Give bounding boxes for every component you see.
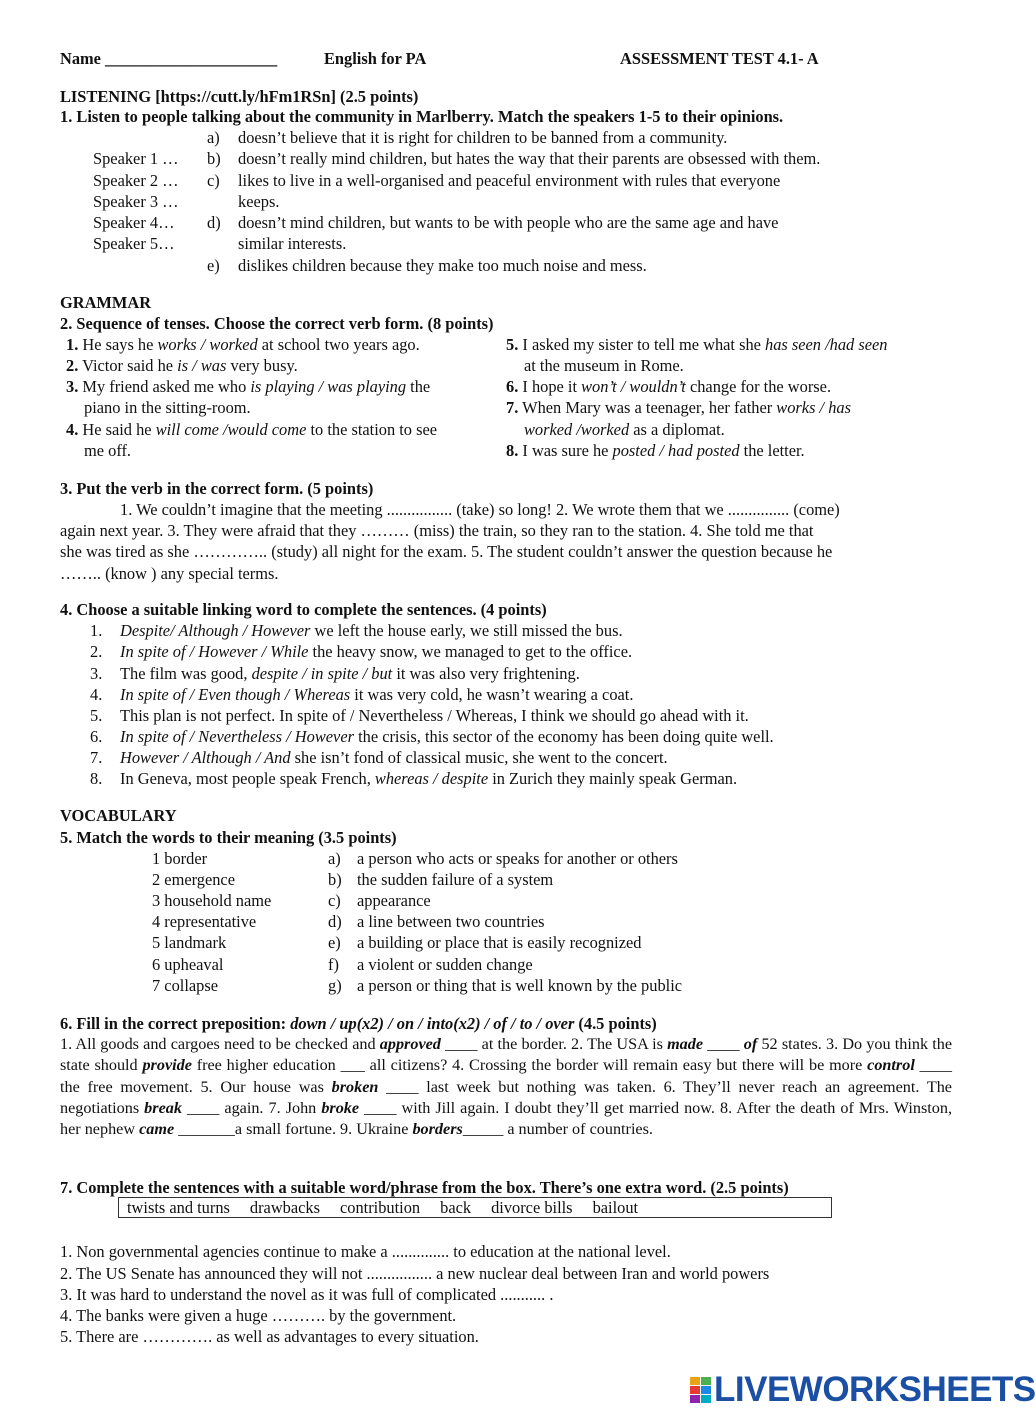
box-word: twists and turns — [127, 1198, 230, 1217]
linking-item — [120, 664, 580, 684]
speaker-label: Speaker 1 … — [93, 149, 179, 168]
vocab-word: 5 landmark — [152, 933, 227, 952]
sentence-part: as a diplomat. — [629, 420, 725, 439]
sentence-part: I hope it — [518, 377, 582, 396]
linking-options: In spite of / Even though / Whereas — [120, 685, 351, 704]
keyword: of — [743, 1035, 758, 1053]
text-part: ____ again. 7. John — [181, 1098, 322, 1117]
verb-options: posted / had posted — [612, 441, 740, 460]
sentence-part: My friend asked me who — [78, 377, 251, 396]
linking-item — [120, 642, 632, 662]
box-word: back — [440, 1198, 472, 1217]
text-part: ____ — [703, 1035, 744, 1053]
meaning-text: a building or place that is easily recognized — [357, 933, 642, 952]
task1-instruction: 1. Listen to people talking about the community in Marlberry. Match the speakers 1-5 to their opinions. — [60, 107, 784, 126]
linking-item-number: 5. — [90, 706, 103, 725]
opinion-text: doesn’t believe that it is right for children to be banned from a community. — [238, 128, 728, 147]
keyword: borders — [412, 1120, 463, 1139]
tense-item — [506, 335, 887, 355]
task3-line: 1. We couldn’t imagine that the meeting ................ (take) so long! 2. We wrote them that we ............... (come) — [120, 500, 840, 519]
meaning-text: a person who acts or speaks for another or others — [357, 849, 678, 868]
sentence-part: in Zurich they mainly speak German. — [488, 769, 738, 788]
task3-line: …….. (know ) any special terms. — [60, 564, 279, 583]
item-number: 3. — [66, 377, 79, 396]
linking-options: In spite of / However / While — [120, 642, 309, 661]
text-part: ____ the free movement. 5. Our house was — [60, 1056, 952, 1096]
sentence-continuation — [524, 420, 725, 440]
task3-line: again next year. 3. They were afraid that they ……… (miss) the train, so they ran to the station. 4. She told me that — [60, 521, 814, 540]
sentence-part: This plan is not perfect. In spite of / Nevertheless / Whereas, I think we should go ahead with it. — [120, 706, 749, 725]
verb-options: worked /worked — [524, 420, 630, 439]
text-part: ____ at the border. 2. The USA is — [440, 1035, 668, 1053]
verb-options: is playing / was playing — [250, 377, 407, 396]
item-number: 1. — [66, 335, 79, 354]
keyword: broke — [321, 1098, 360, 1117]
course-title: English for PA — [324, 49, 427, 68]
opinion-text: keeps. — [238, 192, 280, 211]
sentence-part: When Mary was a teenager, her father — [518, 398, 777, 417]
linking-options: despite / in spite / but — [251, 664, 393, 683]
opinion-text: dislikes children because they make too much noise and mess. — [238, 256, 647, 275]
listening-heading: LISTENING [https://cutt.ly/hFm1RSn] (2.5 points) — [60, 87, 419, 106]
task7-sentence: 5. There are …………. as well as advantages to every situation. — [60, 1327, 479, 1346]
keyword: provide — [142, 1056, 192, 1075]
tense-item — [506, 441, 805, 461]
vocab-word: 3 household name — [152, 891, 272, 910]
task7-sentence: 4. The banks were given a huge ………. by the government. — [60, 1306, 457, 1325]
linking-options: However / Although / And — [120, 748, 291, 767]
text-part: free higher education ___ all citizens? 4. Crossing the border will remain easy but there will be more — [191, 1056, 868, 1075]
sentence-part: the crisis, this sector of the economy has been doing quite well. — [353, 727, 774, 746]
sentence-part: at school two years ago. — [257, 335, 420, 354]
task4-instruction: 4. Choose a suitable linking word to complete the sentences. (4 points) — [60, 600, 547, 619]
text-part: ____ with Jill again. I doubt they’ll get married now. 8. After the death of Mrs. Winston, her nephew — [60, 1098, 952, 1139]
keyword: approved — [379, 1035, 441, 1053]
keyword: control — [867, 1056, 915, 1075]
task2-instruction: 2. Sequence of tenses. Choose the correct verb form. (8 points) — [60, 314, 494, 333]
vocab-word: 6 upheaval — [152, 955, 224, 974]
text-part: ____ last week but nothing was taken. 6. They’ll never reach an agreement. The negotiations — [60, 1077, 952, 1117]
text-part: 1. All goods and cargoes need to be checked and — [60, 1035, 380, 1053]
linking-options: In spite of / Nevertheless / However — [120, 727, 354, 746]
linking-options: whereas / despite — [374, 769, 489, 788]
opinion-letter: d) — [207, 213, 221, 232]
instruction-part: 6. Fill in the correct preposition: — [60, 1014, 291, 1033]
sentence-part: The film was good, — [120, 664, 252, 683]
task3-line: she was tired as she ………….. (study) all night for the exam. 5. The student couldn’t answer the question because he — [60, 542, 833, 561]
word-box — [118, 1197, 832, 1218]
tense-item — [66, 420, 437, 440]
speaker-label: Speaker 5… — [93, 234, 175, 253]
item-number: 6. — [506, 377, 519, 396]
opinion-letter: a) — [207, 128, 220, 147]
sentence-part: she isn’t fond of classical music, she went to the concert. — [290, 748, 668, 767]
speaker-label: Speaker 4… — [93, 213, 175, 232]
opinion-letter: e) — [207, 256, 220, 275]
verb-options: will come /would come — [155, 420, 307, 439]
item-number: 2. — [66, 356, 79, 375]
task3-instruction: 3. Put the verb in the correct form. (5 points) — [60, 479, 374, 498]
linking-options: Despite/ Although / However — [120, 621, 311, 640]
linking-item-number: 6. — [90, 727, 103, 746]
linking-item-number: 4. — [90, 685, 103, 704]
test-title: ASSESSMENT TEST 4.1- A — [620, 49, 819, 68]
meaning-letter: e) — [328, 933, 341, 952]
sentence-part: I asked my sister to tell me what she — [518, 335, 766, 354]
linking-item — [120, 621, 623, 641]
opinion-text: likes to live in a well-organised and peaceful environment with rules that everyone — [238, 171, 781, 190]
box-word: drawbacks — [249, 1198, 320, 1217]
task7-sentence: 2. The US Senate has announced they will not ................ a new nuclear deal between Iran and world powers — [60, 1264, 770, 1283]
box-word: contribution — [340, 1198, 421, 1217]
sentence-part: to the station to see — [306, 420, 438, 439]
tense-item — [66, 356, 298, 376]
item-number: 8. — [506, 441, 519, 460]
linking-item — [120, 685, 633, 705]
tense-item — [506, 377, 831, 397]
tense-item — [506, 398, 851, 418]
liveworksheets-logo-icon — [690, 1377, 712, 1403]
linking-item-number: 3. — [90, 664, 103, 683]
linking-item — [120, 706, 749, 726]
speaker-label: Speaker 3 … — [93, 192, 179, 211]
linking-item-number: 2. — [90, 642, 103, 661]
opinion-text: doesn’t really mind children, but hates the way that their parents are obsessed with them. — [238, 149, 821, 168]
vocab-word: 4 representative — [152, 912, 257, 931]
vocab-word: 7 collapse — [152, 976, 218, 995]
keyword: break — [144, 1098, 182, 1117]
linking-item-number: 8. — [90, 769, 103, 788]
vocab-word: 2 emergence — [152, 870, 235, 889]
tense-item — [66, 377, 430, 397]
text-part: 52 states. 3. Do you think the state should — [60, 1035, 953, 1075]
box-word: bailout — [592, 1198, 639, 1217]
text-part: _______a small fortune. 9. Ukraine — [174, 1120, 413, 1139]
sentence-part: we left the house early, we still missed the bus. — [310, 621, 623, 640]
meaning-text: a violent or sudden change — [357, 955, 533, 974]
meaning-letter: a) — [328, 849, 341, 868]
meaning-text: appearance — [357, 891, 431, 910]
item-number: 7. — [506, 398, 519, 417]
sentence-part: In Geneva, most people speak French, — [120, 769, 375, 788]
sentence-part: He said he — [78, 420, 156, 439]
task7-instruction: 7. Complete the sentences with a suitable word/phrase from the box. There’s one extra word. (2.5 points) — [60, 1178, 789, 1197]
task6-instruction — [60, 1014, 657, 1034]
sentence-part: Victor said he — [78, 356, 178, 375]
sentence-continuation: at the museum in Rome. — [524, 356, 684, 375]
meaning-text: a line between two countries — [357, 912, 545, 931]
item-number: 5. — [506, 335, 519, 354]
task7-sentence: 1. Non governmental agencies continue to make a .............. to education at the national level. — [60, 1242, 671, 1261]
sentence-part: it was very cold, he wasn’t wearing a coat. — [350, 685, 634, 704]
instruction-part: (4.5 points) — [574, 1014, 657, 1033]
item-number: 4. — [66, 420, 79, 439]
linking-item-number: 1. — [90, 621, 103, 640]
opinion-text: doesn’t mind children, but wants to be with people who are the same age and have — [238, 213, 779, 232]
meaning-letter: b) — [328, 870, 342, 889]
sentence-part: change for the worse. — [685, 377, 832, 396]
preposition-list: down / up(x2) / on / into(x2) / of / to / over — [290, 1014, 575, 1033]
sentence-continuation: piano in the sitting-room. — [84, 398, 251, 417]
tense-item — [66, 335, 420, 355]
opinion-letter: c) — [207, 171, 220, 190]
sentence-part: I was sure he — [518, 441, 613, 460]
grammar-heading: GRAMMAR — [60, 293, 152, 312]
sentence-part: the letter. — [739, 441, 805, 460]
verb-options: has seen /had seen — [765, 335, 888, 354]
sentence-part: He says he — [78, 335, 158, 354]
box-word: divorce bills — [491, 1198, 573, 1217]
text-part: _____ a number of countries. — [462, 1120, 653, 1139]
verb-options: won’t / wouldn’t — [581, 377, 686, 396]
name-field: Name _____________________ — [60, 49, 278, 68]
linking-item-number: 7. — [90, 748, 103, 767]
opinion-text: similar interests. — [238, 234, 347, 253]
sentence-part: very busy. — [226, 356, 298, 375]
keyword: came — [139, 1120, 175, 1139]
verb-options: is / was — [177, 356, 227, 375]
linking-item — [120, 727, 774, 747]
verb-options: works / worked — [157, 335, 258, 354]
linking-item — [120, 748, 668, 768]
logo-text: LIVEWORKSHEETS — [714, 1370, 1036, 1409]
liveworksheets-logo — [690, 1372, 1036, 1408]
meaning-text: a person or thing that is well known by the public — [357, 976, 683, 995]
meaning-letter: f) — [328, 955, 339, 974]
sentence-part: the heavy snow, we managed to get to the office. — [308, 642, 633, 661]
speaker-label: Speaker 2 … — [93, 171, 179, 190]
sentence-continuation: me off. — [84, 441, 132, 460]
opinion-letter: b) — [207, 149, 221, 168]
sentence-part: the — [406, 377, 431, 396]
vocabulary-heading: VOCABULARY — [60, 806, 177, 825]
task7-sentence: 3. It was hard to understand the novel as it was full of complicated ........... . — [60, 1285, 554, 1304]
meaning-letter: c) — [328, 891, 341, 910]
meaning-letter: d) — [328, 912, 342, 931]
task6-paragraph — [60, 1034, 952, 1140]
linking-item — [120, 769, 737, 789]
meaning-letter: g) — [328, 976, 342, 995]
meaning-text: the sudden failure of a system — [357, 870, 554, 889]
vocab-word: 1 border — [152, 849, 208, 868]
verb-options: works / has — [776, 398, 851, 417]
keyword: broken — [331, 1077, 379, 1096]
task5-instruction: 5. Match the words to their meaning (3.5 points) — [60, 828, 397, 847]
keyword: made — [667, 1035, 704, 1053]
sentence-part: it was also very frightening. — [392, 664, 580, 683]
